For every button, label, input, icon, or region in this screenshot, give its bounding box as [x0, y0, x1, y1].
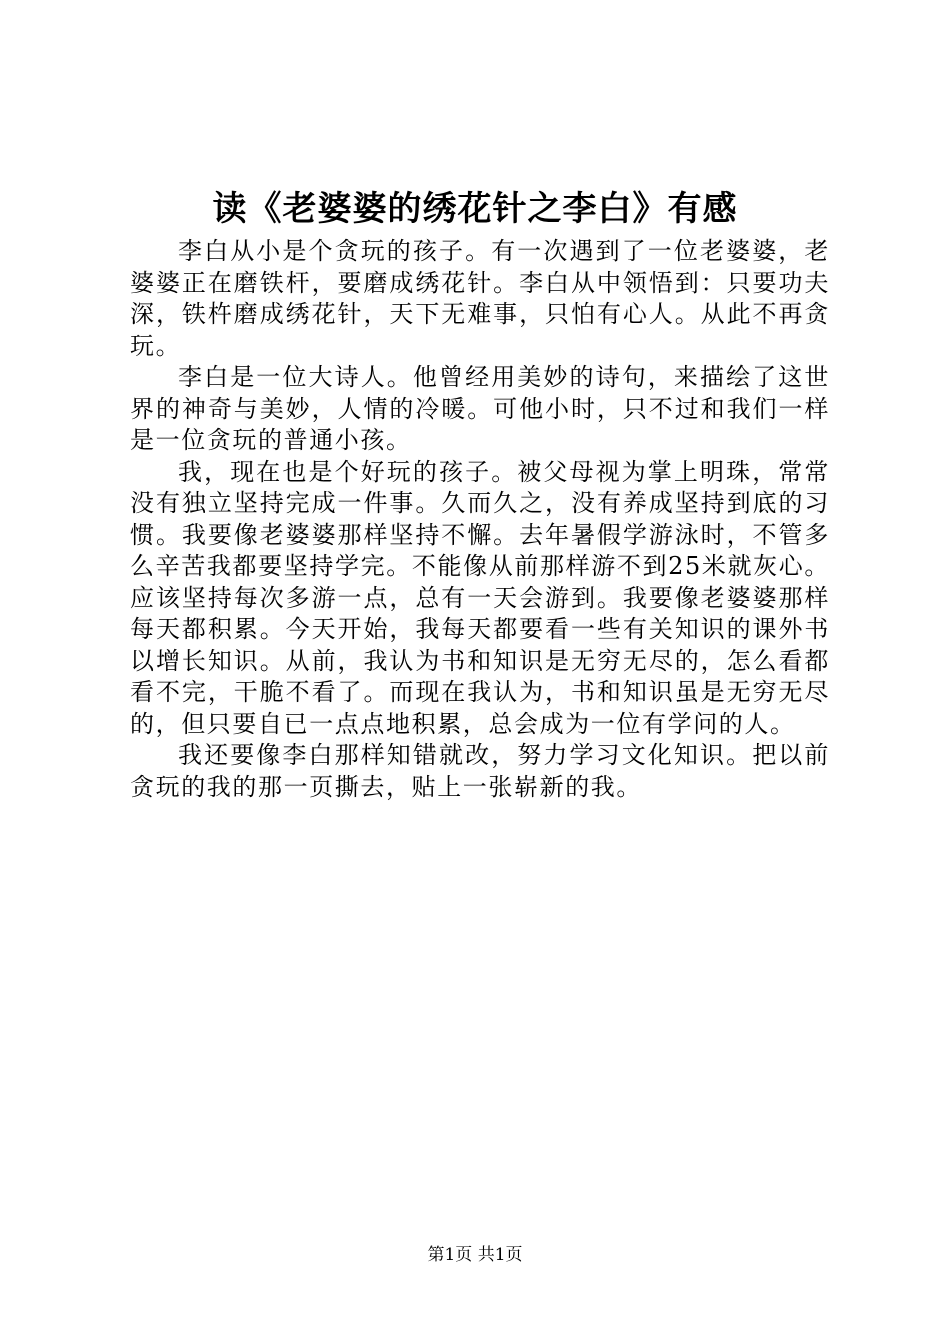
document-title: 读《老婆婆的绣花针之李白》有感 — [212, 189, 738, 229]
document-body — [130, 236, 830, 803]
paragraph-1: 李白从小是个贪玩的孩子。有一次遇到了一位老婆婆，老婆婆正在磨铁杆，要磨成绣花针。李白从中领悟到：只要功夫深，铁杵磨成绣花针，天下无难事，只怕有心人。从此不再贪玩。 — [130, 237, 830, 360]
paragraph-4: 我还要像李白那样知错就改，努力学习文化知识。把以前贪玩的我的那一页撕去，贴上一张崭新的我。 — [130, 741, 830, 801]
page-footer: 第1页 共1页 — [427, 1245, 523, 1265]
paragraph-2: 李白是一位大诗人。他曾经用美妙的诗句，来描绘了这世界的神奇与美妙，人情的冷暖。可他小时，只不过和我们一样是一位贪玩的普通小孩。 — [130, 363, 830, 454]
paragraph-3: 我，现在也是个好玩的孩子。被父母视为掌上明珠，常常没有独立坚持完成一件事。久而久之，没有养成坚持到底的习惯。我要像老婆婆那样坚持不懈。去年暑假学游泳时，不管多么辛苦我都要坚持学完。不能像从前那样游不到25米就灰心。应该坚持每次多游一点，总有一天会游到。我要像老婆婆那样每天都积累。今天开始，我每天都要看一些有关知识的课外书以增长知识。从前，我认为书和知识是无穷无尽的，怎么看都看不完，干脆不看了。而现在我认为，书和知识虽是无穷无尽的，但只要自已一点点地积累，总会成为一位有学问的人。 — [130, 457, 830, 738]
